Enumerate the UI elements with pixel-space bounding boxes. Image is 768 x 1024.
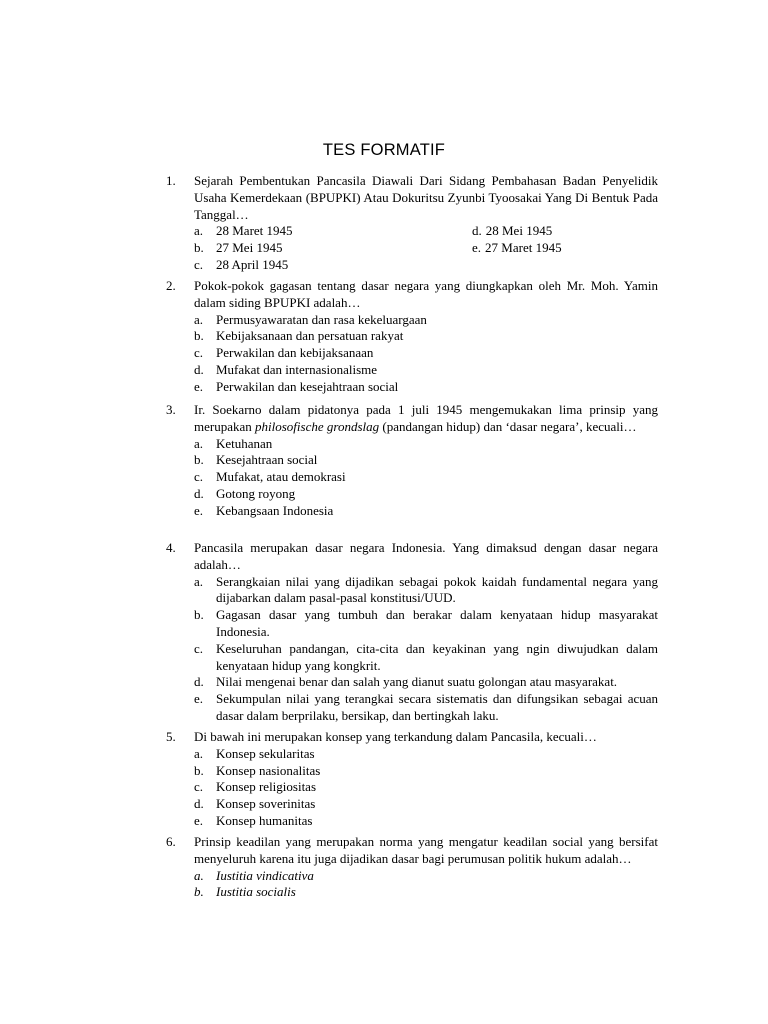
page-title: TES FORMATIF — [322, 141, 446, 159]
option-e: e. Perwakilan dan kesejahtraan social — [194, 378, 399, 394]
option-d: d. Konsep soverinitas — [194, 796, 316, 812]
option-b: b. Konsep nasionalitas — [194, 762, 321, 778]
question-6 — [166, 834, 658, 901]
question-text: Sejarah Pembentukan Pancasila Diawali Dari Sidang Pembahasan Badan Penyelidik Usaha Kemerdekaan (BPUPKI) Atau Dokuritsu Zyunbi Tyoosakai Yang Di Bentuk Pada Tanggal… — [194, 173, 658, 222]
option-d: d. 28 Mei 1945 — [472, 223, 553, 239]
answer-options — [194, 868, 658, 902]
option-a: a. Konsep sekularitas — [194, 745, 315, 761]
question-2 — [166, 278, 658, 396]
option-b: b. Kebijaksanaan dan persatuan rakyat — [194, 328, 404, 344]
question-text: Di bawah ini merupakan konsep yang terkandung dalam Pancasila, kecuali… — [194, 729, 597, 744]
question-text: Prinsip keadilan yang merupakan norma yang mengatur keadilan social yang bersifat menyeluruh karena itu juga dijadikan dasar bagi perumusan politik hukum adalah… — [194, 834, 658, 866]
option-c: c. Konsep religiositas — [194, 779, 317, 795]
question-text: Pokok-pokok gagasan tentang dasar negara yang diungkapkan oleh Mr. Moh. Yamin dalam siding BPUPKI adalah… — [194, 278, 658, 310]
question-number: 2. — [166, 278, 176, 293]
question-3 — [166, 402, 658, 520]
option-a: a. Iustitia vindicativa — [194, 867, 314, 883]
option-c: c. 28 April 1945 — [194, 256, 289, 272]
italic-term: philosofische grondslag — [255, 418, 380, 434]
question-1 — [166, 173, 658, 274]
answer-options — [194, 312, 658, 396]
question-number: 6. — [166, 834, 176, 849]
option-e: e. Sekumpulan nilai yang terangkai secara sistematis dan difungsikan sebagai acuan dasar dalam berprilaku, bersikap, dan bertingkah laku. — [194, 691, 658, 723]
answer-options — [194, 574, 658, 725]
option-a: a. Permusyawaratan dan rasa kekeluargaan — [194, 311, 427, 327]
option-a: a. Serangkaian nilai yang dijadikan sebagai pokok kaidah fundamental negara yang dijabarkan dalam pasal-pasal konstitusi/UUD. — [194, 573, 658, 606]
answer-options — [194, 436, 658, 520]
option-c: c. Keseluruhan pandangan, cita-cita dan keyakinan yang ngin diwujudkan dalam kenyataan hidup yang kongkrit. — [194, 640, 658, 673]
option-e: e. 27 Maret 1945 — [472, 240, 562, 256]
option-b: b. Iustitia socialis — [194, 884, 296, 900]
option-c: c. Mufakat, atau demokrasi — [194, 469, 346, 485]
option-c: c. Perwakilan dan kebijaksanaan — [194, 345, 374, 361]
option-d: d. Gotong royong — [194, 485, 296, 501]
question-number: 1. — [166, 173, 176, 188]
option-e: e. Kebangsaan Indonesia — [194, 502, 334, 518]
question-number: 4. — [166, 540, 176, 555]
option-b: b. Kesejahtraan social — [194, 452, 318, 468]
option-a: a. 28 Maret 1945 — [194, 223, 293, 239]
option-d: d. Nilai mengenai benar dan salah yang dianut suatu golongan atau masyarakat. — [194, 674, 618, 690]
option-e: e. Konsep humanitas — [194, 812, 313, 828]
question-4 — [166, 540, 658, 725]
question-number: 3. — [166, 402, 176, 417]
option-d: d. Mufakat dan internasionalisme — [194, 361, 378, 377]
option-a: a. Ketuhanan — [194, 435, 273, 451]
question-text: Ir. Soekarno dalam pidatonya pada 1 juli 1945 mengemukakan lima prinsip yang merupakan philosofische grondslag (pandangan hidup) dan ‘dasar negara’, kecuali… — [194, 402, 658, 434]
answer-options — [194, 746, 658, 830]
question-number: 5. — [166, 729, 176, 744]
question-text: Pancasila merupakan dasar negara Indonesia. Yang dimaksud dengan dasar negara adalah… — [194, 540, 658, 572]
option-b: b. 27 Mei 1945 — [194, 240, 283, 256]
option-b: b. Gagasan dasar yang tumbuh dan berakar dalam kenyataan hidup masyarakat Indonesia. — [194, 607, 658, 639]
answer-options — [194, 223, 658, 273]
question-5 — [166, 729, 658, 830]
